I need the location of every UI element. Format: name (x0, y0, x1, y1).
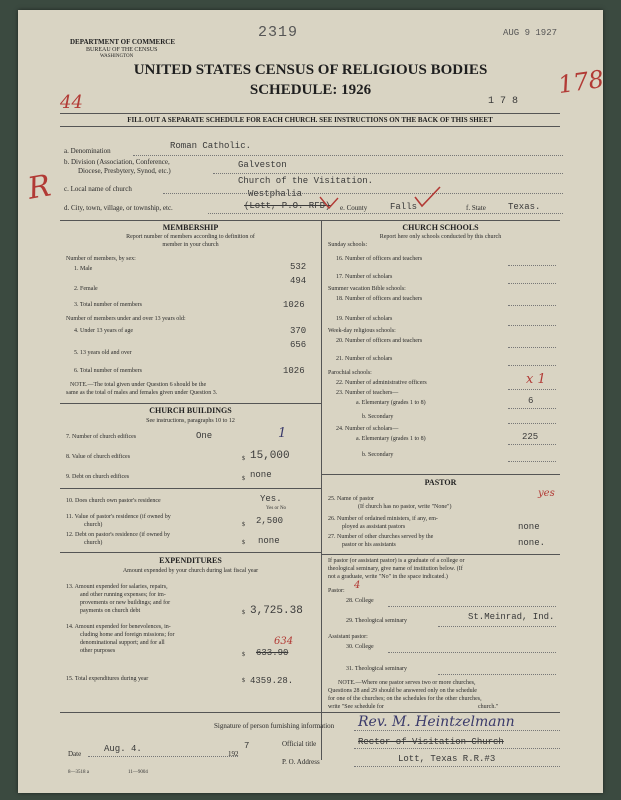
division-label: b. Division (Association, Conference, (64, 158, 170, 166)
benevolences-label: 14. Amount expended for benevolences, in- (66, 624, 171, 630)
running-expenses-label-4: payments on church debt (80, 608, 141, 614)
assistant-seminary-label: 31. Theological seminary (346, 666, 408, 672)
edifices-value-label: 8. Value of church edifices (66, 454, 131, 460)
sunday-teachers-label: 16. Number of officers and teachers (336, 256, 423, 262)
denomination-label: a. Denomination (64, 147, 111, 155)
church-name-label: c. Local name of church (64, 185, 132, 193)
male-label: 1. Male (74, 266, 93, 272)
schools-intro: Report here only schools conducted by this church (379, 234, 502, 240)
over-13-value: 656 (290, 340, 307, 350)
edifices-count-value: One (196, 431, 213, 441)
sunday-scholars-label: 17. Number of scholars (336, 274, 393, 280)
total-members-age-value: 1026 (283, 366, 305, 376)
summer-scholars-label: 19. Number of scholars (336, 316, 393, 322)
other-churches-value: none. (518, 538, 546, 548)
pastor-title: PASTOR (424, 478, 457, 487)
pastor-college-label: 28. College (346, 598, 374, 604)
denomination-value: Roman Catholic. (170, 141, 252, 151)
assistant-college-label: 30. College (346, 644, 374, 650)
teachers-label: 23. Number of teachers— (336, 390, 399, 396)
weekday-scholars-label: 21. Number of scholars (336, 356, 393, 362)
residence-debt-label: 12. Debt on pastor's residence (if owned by (66, 532, 171, 538)
membership-intro-2: member in your church (162, 242, 219, 248)
weekday-schools-label: Week-day religious schools: (328, 328, 396, 334)
under-13-value: 370 (290, 326, 307, 336)
pastor-note-3: for one of the churches; on the schedules for the other churches, (328, 696, 482, 702)
residence-owned-label: 10. Does church own pastor's residence (66, 498, 161, 504)
dollar-sign: $ (242, 476, 245, 482)
residence-value-label: 11. Value of pastor's residence (if owned by (66, 514, 171, 520)
residence-debt-value: none (258, 536, 280, 546)
stamp-date: AUG 9 1927 (503, 28, 558, 38)
pastor-note-1: NOTE.—Where one pastor serves two or more churches, (338, 680, 476, 686)
handwritten-178: 178 (556, 64, 606, 100)
benevolences-label-3: denominational support; and for all (80, 640, 165, 646)
edifices-count-label: 7. Number of church edifices (66, 434, 137, 440)
division-label-2: Diocese, Presbytery, Synod, etc.) (78, 167, 171, 175)
edifices-count-hand: 1 (278, 426, 287, 441)
college-intro-3: not a graduate, write "No" in the space indicated.) (328, 574, 448, 580)
residence-owned-value: Yes. (260, 494, 282, 504)
schedule-number: 1 7 8 (488, 96, 519, 107)
summer-schools-label: Summer vacation Bible schools: (328, 286, 406, 292)
residence-value-value: 2,500 (256, 516, 284, 526)
dollar-sign: $ (242, 678, 245, 684)
form-number-2: 11—9004 (128, 770, 148, 775)
scholars-label: 24. Number of scholars— (336, 426, 399, 432)
buildings-title: CHURCH BUILDINGS (149, 406, 232, 415)
running-expenses-label-3: provements or new buildings; and for (80, 600, 171, 606)
college-intro-1: If pastor (or assistant pastor) is a graduate of a college or (328, 558, 465, 564)
benevolences-label-4: other purposes (80, 648, 116, 654)
edifices-value-value: 15,000 (250, 450, 290, 462)
membership-note-1: NOTE.—The total given under Question 6 should be the (70, 382, 207, 388)
city-value: (Lott, P.O. RFD) (244, 201, 331, 211)
department-name: DEPARTMENT OF COMMERCE (70, 38, 176, 46)
pastor-seminary-value: St.Meinrad, Ind. (468, 612, 555, 622)
sunday-schools-label: Sunday schools: (328, 242, 368, 248)
benevolences-label-2: cluding home and foreign missions; for (80, 632, 175, 638)
summer-teachers-label: 18. Number of officers and teachers (336, 296, 423, 302)
total-members-label: 3. Total number of members (74, 302, 142, 308)
city-value-top: Westphalia (248, 189, 303, 199)
benevolences-value: 633.90 (256, 648, 289, 658)
residence-value-label-2: church) (84, 522, 103, 528)
date-label: Date (68, 750, 82, 758)
official-title-value: Rector of Visitation Church (358, 737, 504, 747)
membership-intro-1: Report number of members according to definition of (126, 234, 255, 240)
other-churches-label-2: pastor or his assistants (342, 542, 396, 548)
edifices-debt-value: none (250, 470, 272, 480)
dollar-sign: $ (242, 456, 245, 462)
date-value: Aug. 4. (104, 744, 142, 754)
members-by-sex-label: Number of members, by sex: (66, 256, 136, 262)
male-value: 532 (290, 262, 307, 272)
city-label: d. City, town, village, or township, etc. (64, 204, 173, 212)
division-value: Galveston (238, 160, 287, 170)
over-13-label: 5. 13 years old and over (74, 350, 132, 356)
pastor-name-value: yes (538, 488, 555, 499)
assistant-subhead: Assistant pastor: (328, 634, 368, 640)
expenditures-intro: Amount expended by your church during last fiscal year (122, 568, 259, 574)
bureau-name: BUREAU OF THE CENSUS (86, 47, 158, 53)
pastor-note-4: write "See schedule for (328, 704, 384, 710)
residence-owned-hint: Yes or No (266, 506, 287, 511)
county-value: Falls (390, 202, 418, 212)
total-expenditures-label: 15. Total expenditures during year (66, 676, 149, 682)
under-13-label: 4. Under 13 years of age (74, 328, 133, 334)
signature-label: Signature of person furnishing information (214, 722, 335, 730)
expenditures-title: EXPENDITURES (159, 556, 222, 565)
form-title: UNITED STATES CENSUS OF RELIGIOUS BODIES (133, 62, 488, 78)
po-address-label: P. O. Address (282, 758, 320, 766)
schedule-title: SCHEDULE: 1926 (249, 82, 372, 98)
census-schedule-sheet (18, 10, 606, 793)
pastor-hand: 4 (354, 580, 361, 591)
elementary-scholars-value: 225 (522, 432, 539, 442)
state-value: Texas. (508, 202, 541, 212)
instruction-line: FILL OUT A SEPARATE SCHEDULE FOR EACH CHURCH. SEE INSTRUCTIONS ON THE BACK OF THIS SHEET (127, 116, 493, 124)
elementary-teachers-value: 6 (528, 396, 534, 406)
elementary-scholars-label: a. Elementary (grades 1 to 8) (356, 436, 426, 442)
handwritten-44: 44 (60, 92, 83, 113)
college-intro-2: theological seminary, give name of institution below. (If (328, 566, 463, 572)
county-label: e. County (340, 204, 368, 212)
benevolences-hand: 634 (274, 636, 294, 647)
church-name-value: Church of the Visitation. (238, 176, 374, 186)
year-prefix: 192 (228, 750, 239, 758)
assistant-ministers-value: none (518, 522, 540, 532)
edifices-debt-label: 9. Debt on church edifices (66, 474, 130, 480)
residence-debt-label-2: church) (84, 540, 103, 546)
total-members-value: 1026 (283, 300, 305, 310)
other-churches-label: 27. Number of other churches served by the (328, 534, 434, 540)
dollar-sign: $ (242, 652, 245, 658)
running-expenses-value: 3,725.38 (250, 605, 303, 617)
year-value: 7 (244, 741, 250, 751)
parochial-schools-label: Parochial schools: (328, 370, 372, 376)
dollar-sign: $ (242, 610, 245, 616)
assistant-ministers-label-2: ployed as assistant pastors (342, 524, 406, 530)
admin-officers-label: 22. Number of administrative officers (336, 380, 427, 386)
pastor-name-label: 25. Name of pastor (328, 496, 374, 502)
schools-title: CHURCH SCHOOLS (402, 223, 479, 232)
membership-note-2: same as the total of males and females given under Question 3. (66, 390, 218, 396)
female-label: 2. Female (74, 286, 98, 292)
stamp-number: 2319 (258, 24, 299, 41)
pastor-seminary-label: 29. Theological seminary (346, 618, 408, 624)
dollar-sign: $ (242, 540, 245, 546)
male-value-2: 494 (290, 276, 307, 286)
official-title-label: Official title (282, 740, 317, 748)
pastor-note-2: Questions 28 and 29 should be answered only on the schedule (328, 688, 477, 694)
city-name: WASHINGTON (100, 54, 134, 59)
signature-value: Rev. M. Heintzelmann (358, 714, 515, 730)
running-expenses-label: 13. Amount expended for salaries, repairs, (66, 584, 168, 590)
admin-officers-value: x 1 (526, 372, 546, 387)
age-header: Number of members under and over 13 years old: (66, 316, 186, 322)
dollar-sign: $ (242, 522, 245, 528)
membership-title: MEMBERSHIP (162, 223, 219, 232)
pastor-note-5: church." (478, 704, 499, 710)
form-number: 8—3518 a (68, 770, 89, 775)
pastor-subhead: Pastor: (328, 588, 345, 594)
buildings-see: See instructions, paragraphs 10 to 12 (146, 418, 235, 424)
state-label: f. State (466, 204, 486, 212)
po-address-value: Lott, Texas R.R.#3 (398, 754, 496, 764)
red-checkmark-icon (413, 185, 443, 210)
handwritten-r: R (25, 168, 54, 207)
total-members-age-label: 6. Total number of members (74, 368, 142, 374)
secondary-teachers-label: b. Secondary (362, 414, 394, 420)
elementary-teachers-label: a. Elementary (grades 1 to 8) (356, 400, 426, 406)
running-expenses-label-2: and other running expenses; for im- (80, 592, 166, 598)
weekday-teachers-label: 20. Number of officers and teachers (336, 338, 423, 344)
pastor-name-hint: (If church has no pastor, write "None") (358, 504, 452, 510)
red-arrow-mark-icon (318, 195, 340, 211)
total-expenditures-value: 4359.28. (250, 676, 294, 686)
secondary-scholars-label: b. Secondary (362, 452, 394, 458)
assistant-ministers-label: 26. Number of ordained ministers, if any, em- (328, 516, 438, 522)
